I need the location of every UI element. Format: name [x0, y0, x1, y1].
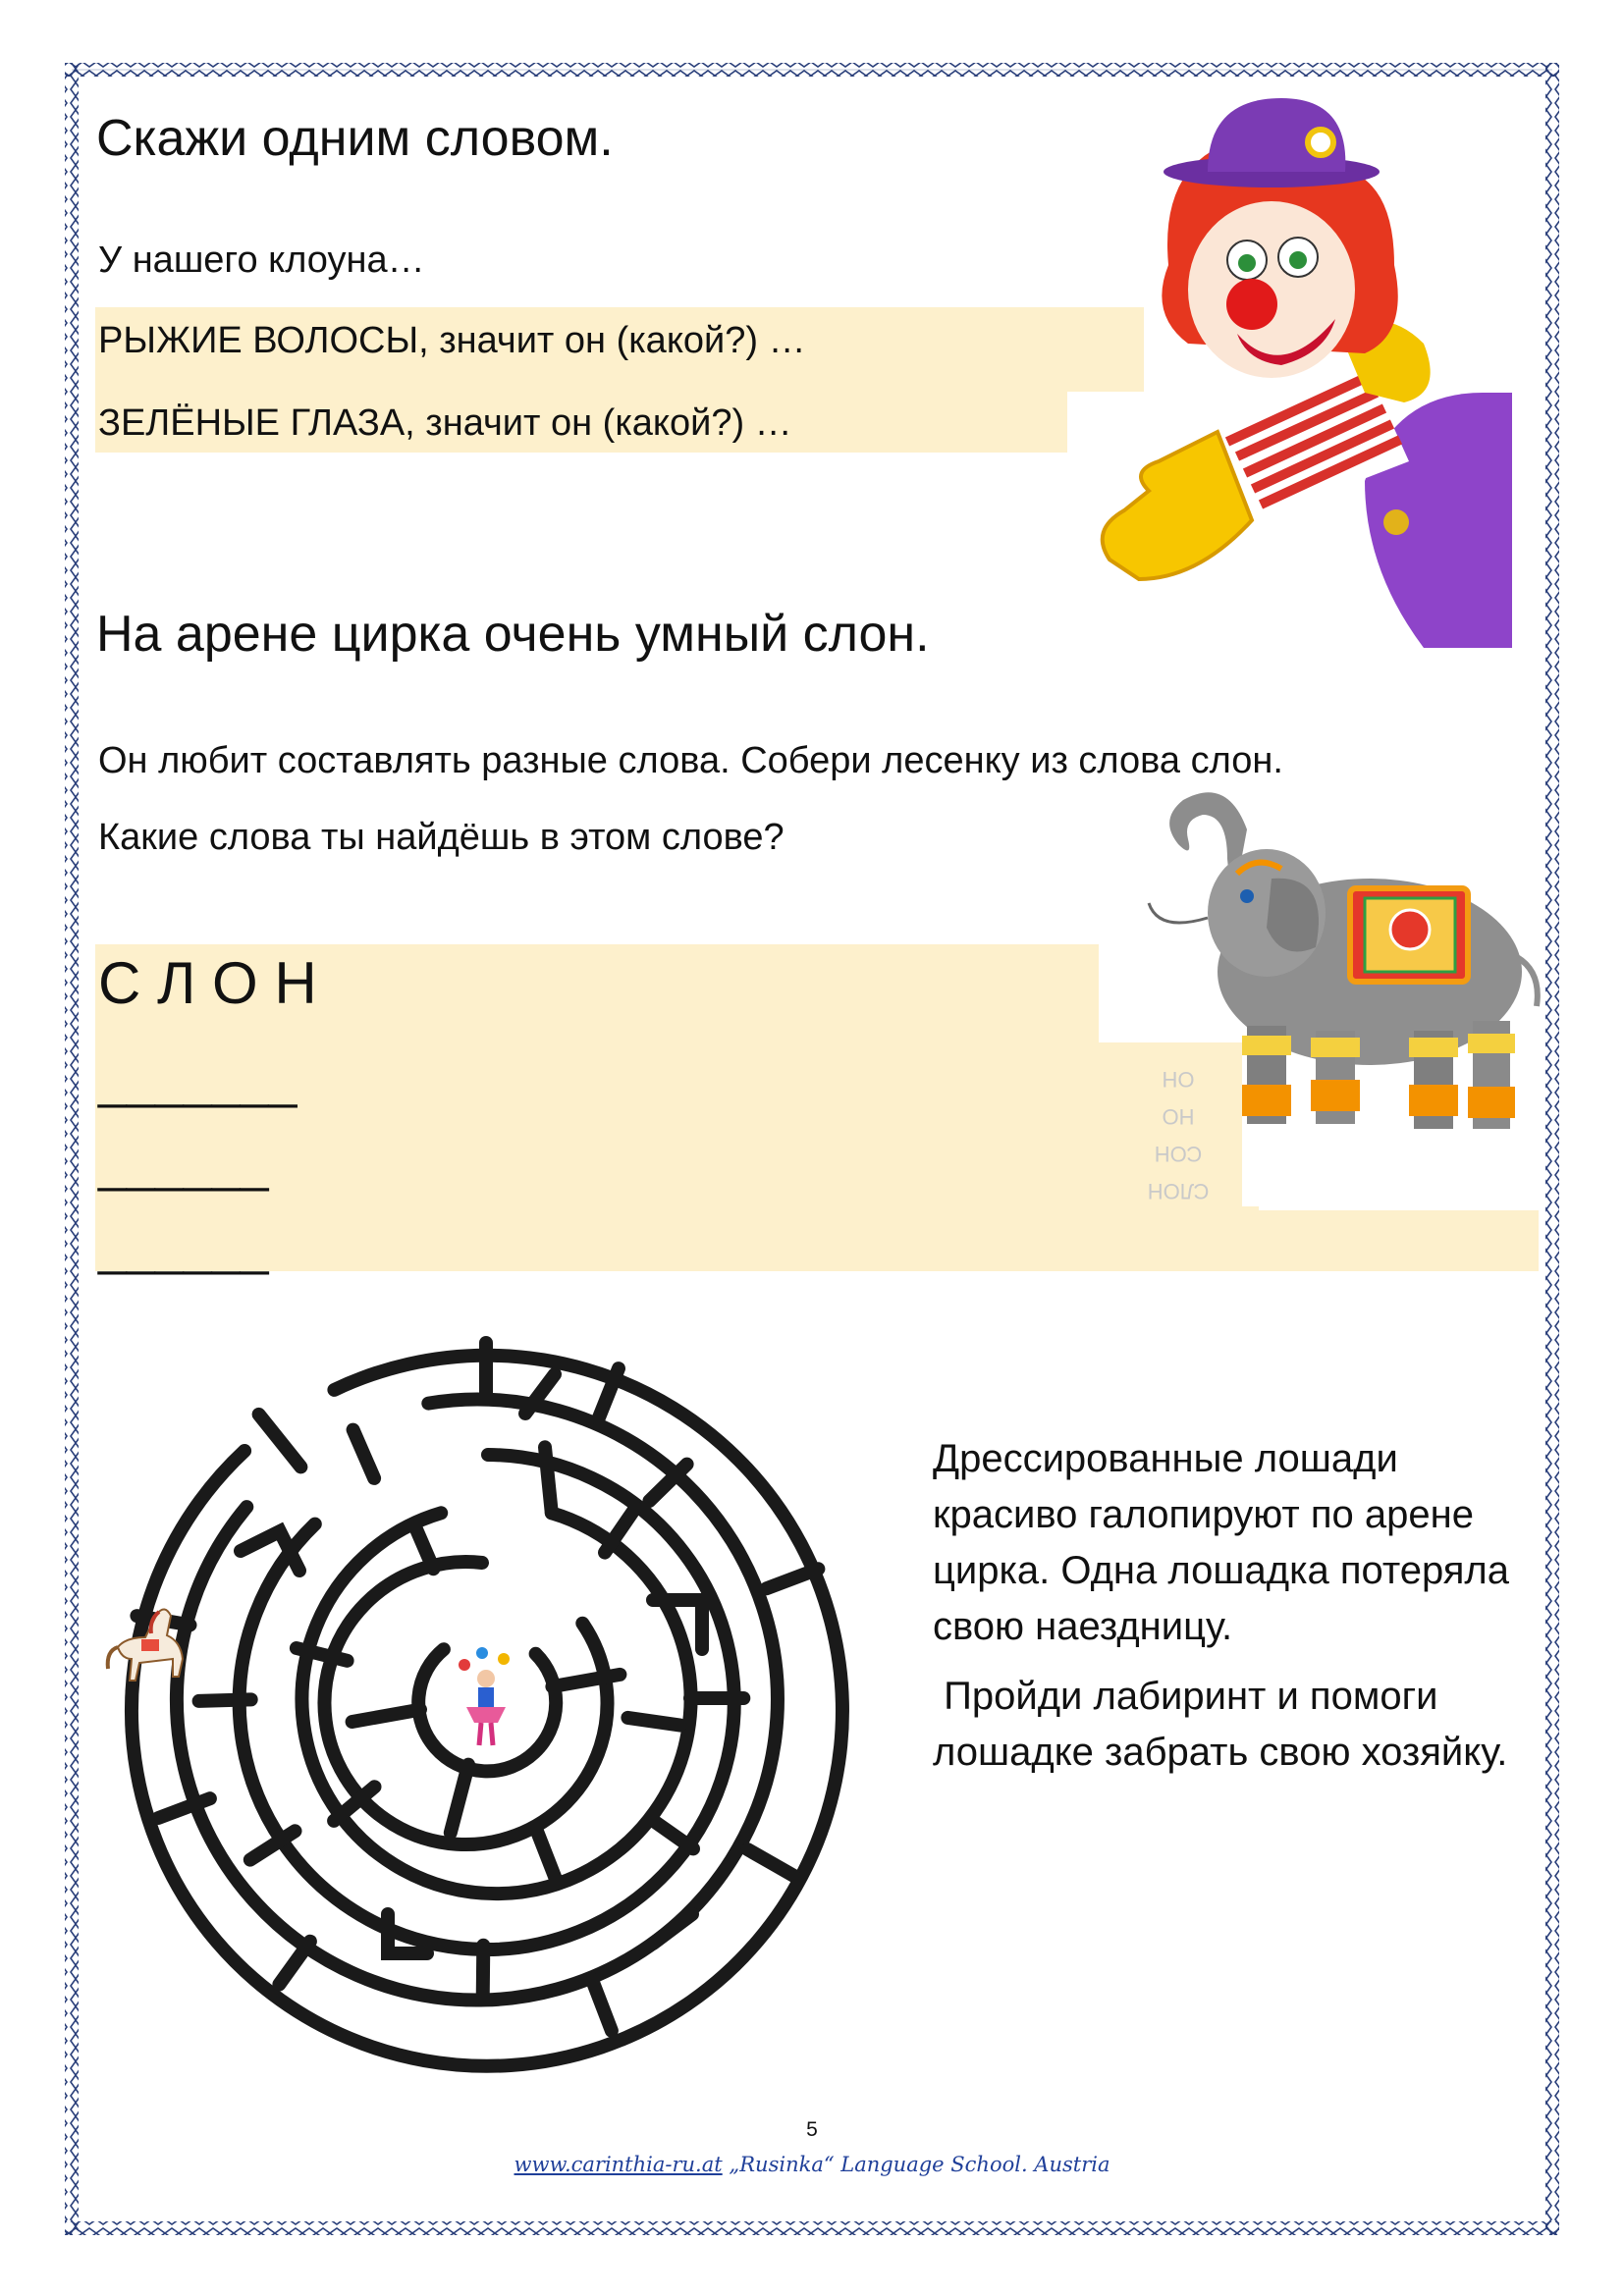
maze-wall — [259, 1415, 301, 1468]
section1-title: Скажи одним словом. — [96, 110, 614, 167]
answer-line-1[interactable]: _______ — [98, 1052, 298, 1109]
word-slon: С Л О Н — [98, 950, 317, 1016]
answer-line-3[interactable]: ______ — [98, 1219, 269, 1276]
ladder-question: Какие слова ты найдёшь в этом слове? — [98, 817, 785, 858]
clown-nose — [1226, 279, 1277, 330]
maze-wall — [483, 1946, 484, 1999]
horse-icon — [98, 1600, 196, 1708]
maze-instruction: Пройди лабиринт и помоги лошадке забрать свою хозяйку. — [933, 1675, 1508, 1774]
maze-wall — [279, 1942, 310, 1985]
juggler-icon — [459, 1647, 510, 1745]
ladder-instruction: Он любит составлять разные слова. Собери лесенку из слова слон. — [98, 740, 1283, 781]
school-name: „Rusinka“ Language School. Austria — [722, 2153, 1110, 2176]
maze-wall — [199, 1699, 251, 1701]
clown-illustration — [1070, 98, 1512, 648]
clown-eye — [1238, 254, 1256, 272]
elephant-eye — [1240, 889, 1254, 903]
maze-description: Дрессированные лошади красиво галопируют по арене цирка. Одна лошадка потеряла свою наездницу. — [933, 1437, 1510, 1648]
hint-word: ОН — [1162, 1067, 1195, 1092]
flower-icon — [1308, 130, 1333, 155]
maze-wall — [545, 1447, 552, 1513]
section1-intro: У нашего клоуна… — [98, 240, 425, 281]
maze-wall — [653, 1914, 692, 1944]
clown-button — [1383, 509, 1409, 535]
section2-title: На арене цирка очень умный слон. — [96, 606, 930, 663]
footer — [0, 2153, 1624, 2176]
hint-word: СОН — [1154, 1142, 1203, 1166]
maze-wall — [652, 1820, 693, 1849]
maze-wall — [592, 1980, 612, 2031]
maze-wall — [748, 1849, 794, 1876]
maze-wall — [537, 1831, 557, 1880]
maze-wall — [451, 1765, 468, 1833]
maze-wall — [627, 1718, 679, 1726]
elephant-illustration — [1119, 780, 1551, 1153]
highlight-band — [95, 1210, 1539, 1276]
hint-word: СЛОН — [1147, 1179, 1210, 1203]
maze-wall — [241, 1531, 299, 1571]
hint-word: НО — [1162, 1104, 1195, 1129]
maze-wall — [767, 1569, 819, 1588]
maze-wall — [414, 1525, 433, 1570]
maze-wall — [352, 1710, 420, 1722]
answer-line-2[interactable]: ______ — [98, 1136, 269, 1193]
website-link[interactable]: www.carinthia-ru.at — [514, 2153, 723, 2176]
maze-wall — [353, 1430, 375, 1478]
eyes-question: ЗЕЛЁНЫЕ ГЛАЗА, значит он (какой?) … — [98, 402, 792, 444]
circular-maze[interactable] — [93, 1306, 879, 2091]
hair-question: РЫЖИЕ ВОЛОСЫ, значит он (какой?) … — [98, 320, 806, 361]
page-number: 5 — [806, 2118, 818, 2141]
elephant-tusk — [1149, 903, 1208, 923]
elephant-blanket — [1390, 910, 1430, 949]
clown-eye — [1289, 251, 1307, 269]
